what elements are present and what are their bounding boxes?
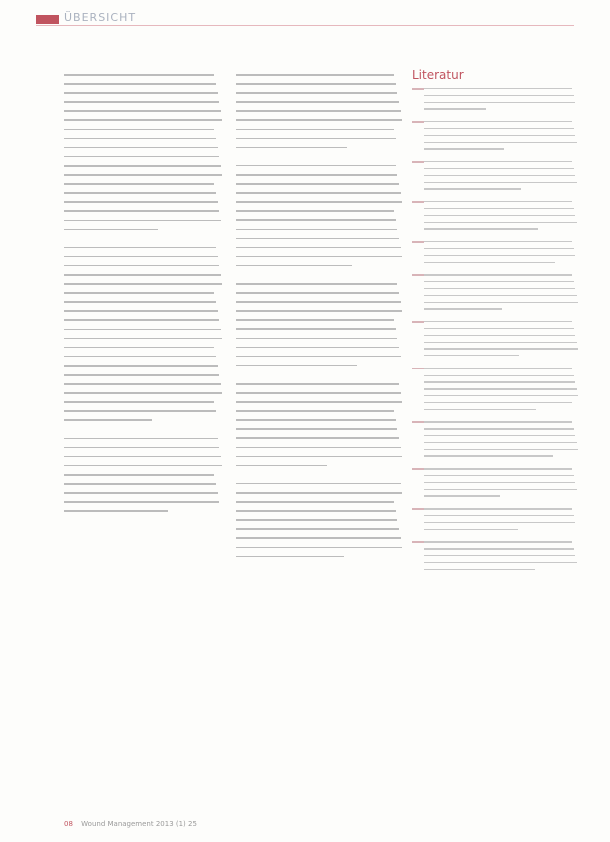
text-line	[64, 438, 218, 440]
text-line	[64, 129, 214, 131]
reference-line	[424, 449, 578, 450]
text-line	[64, 274, 221, 276]
reference-line	[424, 308, 502, 309]
text-line	[64, 356, 216, 358]
reference-line	[424, 468, 572, 469]
text-line	[236, 101, 399, 103]
reference-text	[424, 274, 580, 315]
reference-line	[424, 489, 577, 490]
text-line	[236, 556, 344, 558]
text-line	[64, 165, 221, 167]
reference-number-mark	[412, 88, 424, 90]
reference-number-mark	[412, 421, 424, 423]
reference-line	[424, 248, 574, 249]
text-line	[64, 138, 216, 140]
text-line	[64, 256, 218, 258]
text-line	[64, 265, 219, 267]
reference-text	[424, 88, 580, 115]
reference-number	[412, 161, 424, 195]
reference-line	[424, 395, 578, 396]
text-line	[64, 374, 219, 376]
text-line	[64, 383, 221, 385]
text-line	[64, 210, 219, 212]
reference-number-mark	[412, 468, 424, 470]
reference-text	[424, 421, 580, 462]
reference-line	[424, 182, 577, 183]
reference-text	[424, 121, 580, 155]
reference-item	[412, 161, 580, 195]
reference-item	[412, 468, 580, 502]
reference-line	[424, 482, 575, 483]
reference-text	[424, 201, 580, 235]
text-line	[64, 465, 222, 467]
reference-number	[412, 468, 424, 502]
text-line	[64, 174, 222, 176]
literature-heading: Literatur	[412, 68, 464, 82]
text-line	[236, 119, 402, 121]
reference-line	[424, 475, 574, 476]
text-line	[236, 74, 394, 76]
text-line	[236, 83, 396, 85]
text-line	[236, 147, 347, 149]
text-line	[64, 392, 222, 394]
text-line	[64, 247, 216, 249]
text-line	[236, 428, 397, 430]
reference-line	[424, 541, 572, 542]
text-line	[236, 319, 394, 321]
page-footer	[64, 820, 197, 828]
text-line	[64, 492, 218, 494]
text-line	[236, 501, 394, 503]
header-rule	[36, 25, 574, 26]
text-line	[64, 156, 219, 158]
reference-line	[424, 529, 518, 530]
text-line	[64, 310, 218, 312]
text-line	[64, 319, 219, 321]
reference-item	[412, 121, 580, 155]
text-column-1	[64, 74, 224, 519]
text-line	[236, 183, 399, 185]
reference-number-mark	[412, 321, 424, 323]
text-line	[64, 229, 158, 231]
reference-line	[424, 442, 577, 443]
text-line	[236, 401, 402, 403]
reference-item	[412, 421, 580, 462]
text-line	[64, 92, 218, 94]
reference-number	[412, 421, 424, 462]
reference-item	[412, 88, 580, 115]
reference-line	[424, 355, 519, 356]
text-line	[64, 447, 219, 449]
reference-line	[424, 375, 574, 376]
text-line	[64, 483, 216, 485]
text-line	[64, 220, 221, 222]
reference-line	[424, 495, 500, 496]
journal-name: Wound Management 2013 (1) 25	[81, 820, 197, 828]
reference-item	[412, 274, 580, 315]
reference-text	[424, 541, 580, 575]
text-line	[64, 501, 219, 503]
text-line	[236, 347, 399, 349]
reference-number-mark	[412, 541, 424, 543]
text-line	[236, 519, 397, 521]
text-line	[236, 219, 396, 221]
text-line	[236, 437, 399, 439]
text-line	[236, 410, 394, 412]
text-line	[236, 419, 396, 421]
paragraph-gap	[64, 238, 224, 247]
reference-line	[424, 168, 574, 169]
reference-line	[424, 409, 536, 410]
reference-line	[424, 161, 572, 162]
text-line	[236, 537, 401, 539]
reference-line	[424, 228, 538, 229]
reference-line	[424, 102, 575, 103]
reference-line	[424, 188, 521, 189]
reference-line	[424, 335, 575, 336]
text-line	[64, 101, 219, 103]
reference-line	[424, 274, 572, 275]
header-accent-block	[36, 15, 59, 24]
reference-number	[412, 274, 424, 315]
text-line	[64, 119, 222, 121]
text-line	[236, 201, 402, 203]
text-line	[236, 465, 327, 467]
reference-line	[424, 215, 575, 216]
reference-line	[424, 402, 572, 403]
reference-line	[424, 201, 572, 202]
reference-number-mark	[412, 161, 424, 163]
reference-number-mark	[412, 368, 424, 370]
text-line	[236, 92, 397, 94]
text-line	[64, 419, 152, 421]
reference-item	[412, 241, 580, 268]
reference-item	[412, 508, 580, 535]
text-line	[64, 401, 214, 403]
reference-line	[424, 555, 575, 556]
text-line	[64, 192, 216, 194]
reference-number-mark	[412, 121, 424, 123]
reference-line	[424, 281, 574, 282]
reference-line	[424, 135, 575, 136]
reference-number	[412, 541, 424, 575]
reference-item	[412, 201, 580, 235]
text-line	[236, 138, 396, 140]
reference-line	[424, 121, 572, 122]
reference-number-mark	[412, 201, 424, 203]
reference-text	[424, 241, 580, 268]
reference-line	[424, 569, 535, 570]
text-line	[236, 210, 394, 212]
reference-number-mark	[412, 274, 424, 276]
reference-line	[424, 222, 577, 223]
reference-line	[424, 88, 572, 89]
paragraph-gap	[236, 474, 404, 483]
reference-number	[412, 241, 424, 268]
text-line	[236, 292, 399, 294]
reference-line	[424, 142, 577, 143]
reference-line	[424, 262, 555, 263]
section-label: ÜBERSICHT	[64, 11, 137, 24]
reference-line	[424, 321, 572, 322]
text-line	[64, 474, 214, 476]
reference-number	[412, 508, 424, 535]
text-line	[64, 329, 221, 331]
text-line	[64, 456, 221, 458]
reference-line	[424, 302, 578, 303]
reference-line	[424, 388, 577, 389]
reference-line	[424, 148, 504, 149]
reference-line	[424, 241, 572, 242]
reference-item	[412, 541, 580, 575]
reference-line	[424, 295, 577, 296]
reference-line	[424, 328, 574, 329]
reference-number	[412, 321, 424, 362]
reference-line	[424, 455, 553, 456]
reference-text	[424, 508, 580, 535]
text-line	[64, 347, 214, 349]
text-line	[236, 392, 401, 394]
text-line	[236, 492, 402, 494]
text-line	[236, 165, 396, 167]
reference-line	[424, 522, 575, 523]
text-column-2	[236, 74, 404, 565]
text-line	[236, 383, 399, 385]
reference-number	[412, 368, 424, 416]
reference-item	[412, 368, 580, 416]
reference-line	[424, 548, 574, 549]
text-line	[236, 356, 401, 358]
text-line	[64, 147, 218, 149]
paragraph-gap	[64, 429, 224, 438]
text-line	[64, 338, 222, 340]
reference-item	[412, 321, 580, 362]
text-line	[64, 292, 214, 294]
text-line	[236, 283, 397, 285]
reference-text	[424, 368, 580, 416]
reference-text	[424, 321, 580, 362]
reference-list	[412, 88, 580, 581]
reference-text	[424, 161, 580, 195]
reference-line	[424, 421, 572, 422]
text-line	[236, 129, 394, 131]
text-line	[64, 365, 218, 367]
text-line	[236, 238, 399, 240]
text-line	[236, 310, 402, 312]
page-number: 08	[64, 820, 73, 828]
text-line	[64, 201, 218, 203]
text-line	[236, 301, 401, 303]
text-line	[236, 528, 399, 530]
text-line	[236, 447, 401, 449]
reference-line	[424, 381, 575, 382]
text-line	[236, 510, 396, 512]
text-line	[64, 283, 222, 285]
reference-line	[424, 95, 574, 96]
text-line	[236, 110, 401, 112]
reference-line	[424, 348, 578, 349]
reference-line	[424, 368, 572, 369]
reference-number	[412, 121, 424, 155]
text-line	[236, 174, 397, 176]
reference-line	[424, 288, 575, 289]
text-line	[64, 83, 216, 85]
text-line	[64, 183, 214, 185]
reference-line	[424, 562, 577, 563]
reference-line	[424, 342, 577, 343]
paragraph-gap	[236, 374, 404, 383]
text-line	[64, 74, 214, 76]
reference-line	[424, 515, 574, 516]
text-line	[236, 338, 397, 340]
reference-line	[424, 108, 486, 109]
text-line	[236, 328, 396, 330]
reference-line	[424, 128, 574, 129]
text-line	[236, 247, 401, 249]
paragraph-gap	[236, 274, 404, 283]
reference-number-mark	[412, 508, 424, 510]
reference-line	[424, 208, 574, 209]
text-line	[64, 510, 168, 512]
reference-number	[412, 201, 424, 235]
reference-line	[424, 428, 574, 429]
reference-line	[424, 508, 572, 509]
reference-line	[424, 255, 575, 256]
text-line	[236, 256, 402, 258]
reference-number	[412, 88, 424, 115]
text-line	[236, 456, 402, 458]
reference-line	[424, 175, 575, 176]
paragraph-gap	[236, 156, 404, 165]
reference-text	[424, 468, 580, 502]
text-line	[64, 301, 216, 303]
text-line	[236, 265, 352, 267]
text-line	[236, 483, 401, 485]
text-line	[64, 410, 216, 412]
reference-line	[424, 435, 575, 436]
text-line	[236, 192, 401, 194]
text-line	[236, 547, 402, 549]
reference-number-mark	[412, 241, 424, 243]
text-line	[236, 229, 397, 231]
text-line	[236, 365, 357, 367]
text-line	[64, 110, 221, 112]
